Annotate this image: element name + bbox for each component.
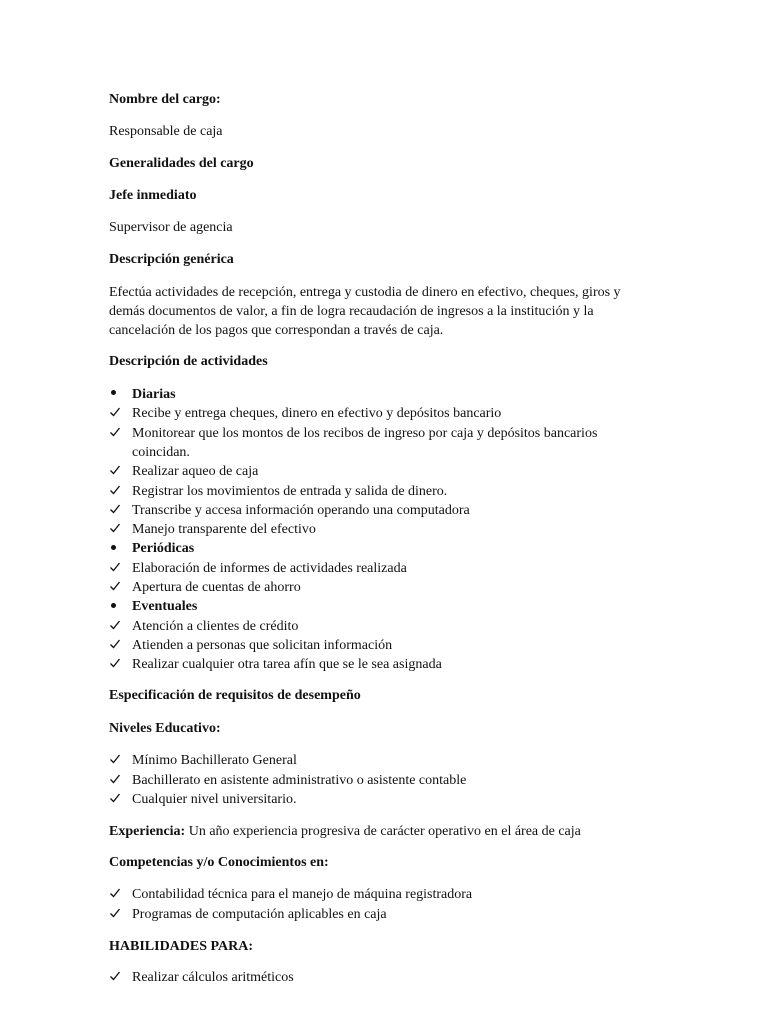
bullet-icon [109,385,125,404]
list-item-text: Manejo transparente del efectivo [132,522,316,538]
checkmark-icon [109,655,125,674]
experience-label: Experiencia: [109,824,186,839]
checkmark-icon [109,482,125,501]
list-item-text: Realizar cualquier otra tarea afín que se le sea asignada [132,657,442,673]
checkmark-icon [109,885,125,904]
checkmark-icon [109,520,125,539]
competencies-heading: Competencias y/o Conocimientos en: [109,855,329,870]
checkmark-icon [109,905,125,924]
job-name-value: Responsable de caja [109,124,223,139]
education-heading: Niveles Educativo: [109,721,221,736]
checkmark-icon [109,462,125,481]
checkmark-icon [109,968,125,987]
generic-description-line-1: Efectúa actividades de recepción, entrega y custodia de dinero en efectivo, cheques, giros y [109,285,621,300]
checkmark-icon [109,636,125,655]
checkmark-icon [109,424,125,443]
list-item-text: Realizar cálculos aritméticos [132,970,294,985]
general-heading: Generalidades del cargo [109,156,254,171]
skills-heading: HABILIDADES PARA: [109,939,254,954]
list-item-text: Apertura de cuentas de ahorro [132,580,301,595]
checkmark-icon [109,559,125,578]
list-item-text: Programas de computación aplicables en caja [132,906,387,922]
checkmark-icon [109,751,125,770]
experience-line [109,822,581,841]
list-item-text: coincidan. [132,444,190,460]
list-item-text: Bachillerato en asistente administrativo o asistente contable [132,772,467,788]
generic-description-line-3: cancelación de los pagos que correspondan a través de caja. [109,323,444,338]
activities-heading: Descripción de actividades [109,354,268,369]
list-item-text: Periódicas [132,541,195,557]
list-item-text: Registrar los movimientos de entrada y salida de dinero. [132,483,448,499]
bullet-icon [109,539,125,558]
checkmark-icon [109,404,125,423]
checkmark-icon [109,790,125,809]
list-item-text: Elaboración de informes de actividades realizada [132,560,407,576]
checkmark-icon [109,771,125,790]
list-item-text: Contabilidad técnica para el manejo de máquina registradora [132,887,473,902]
boss-label: Jefe inmediato [109,188,197,203]
requirements-heading: Especificación de requisitos de desempeño [109,688,361,703]
bullet-icon [109,597,125,616]
checkmark-icon [109,617,125,636]
list-item-text: Mínimo Bachillerato General [132,753,297,768]
experience-value: Un año experiencia progresiva de carácter operativo en el área de caja [185,824,581,839]
list-item-text: Atienden a personas que solicitan información [132,637,393,653]
list-item-text: Realizar aqueo de caja [132,464,259,480]
list-item-text: Monitorear que los montos de los recibos de ingreso por caja y depósitos bancarios [132,425,598,441]
list-item-text: Diarias [132,387,176,402]
generic-description-heading: Descripción genérica [109,252,234,267]
list-item-text: Transcribe y accesa información operando una computadora [132,502,470,518]
generic-description-line-2: demás documentos de valor, a fin de logra recaudación de ingresos a la institución y la [109,304,594,319]
checkmark-icon [109,501,125,520]
checkmark-icon [109,578,125,597]
list-item-text: Recibe y entrega cheques, dinero en efectivo y depósitos bancario [132,406,502,422]
list-item-text: Eventuales [132,599,198,615]
list-item-text: Atención a clientes de crédito [132,618,299,634]
list-item-text: Cualquier nivel universitario. [132,792,297,807]
boss-value: Supervisor de agencia [109,220,233,235]
job-name-label: Nombre del cargo: [109,92,221,107]
